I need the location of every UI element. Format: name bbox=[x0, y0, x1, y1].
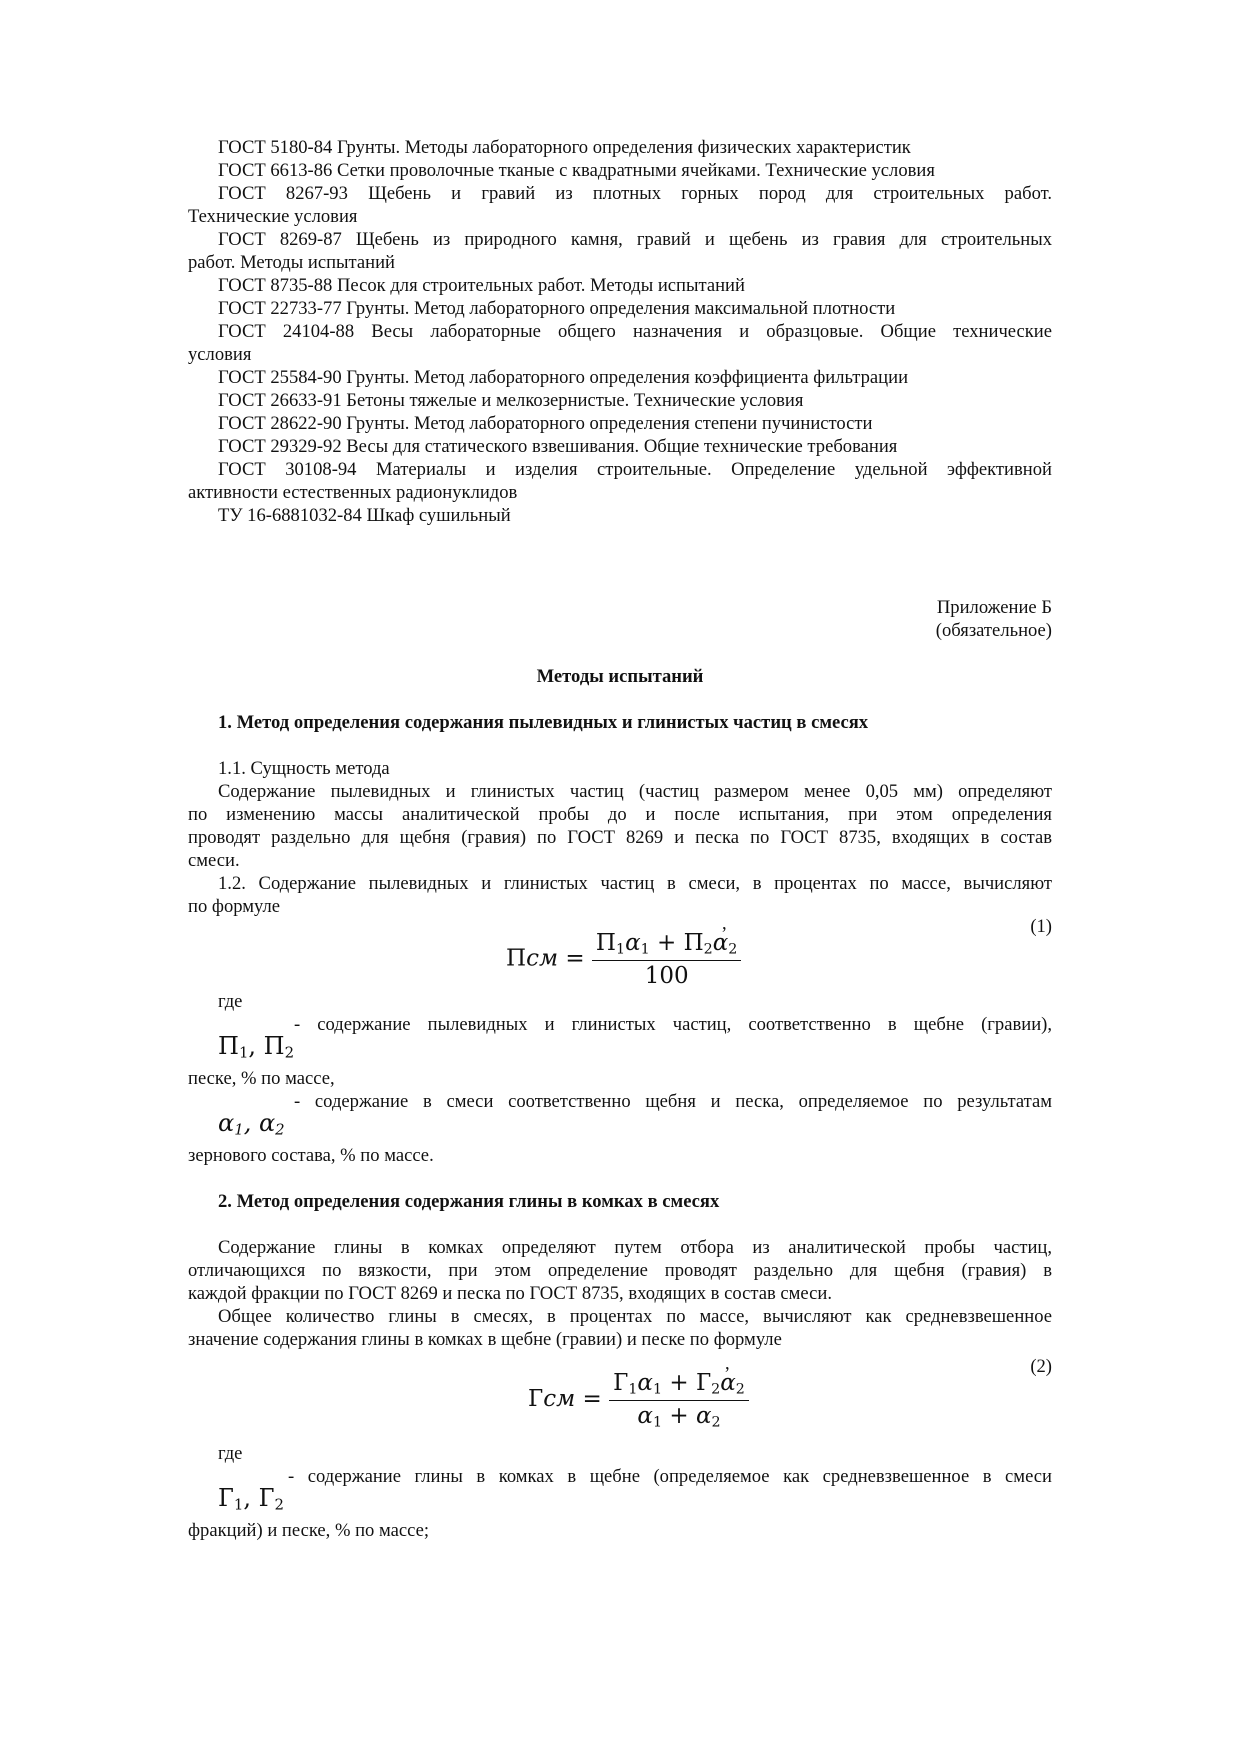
paragraph-line: значение содержания глины в комках в щебне (гравии) и песке по формуле bbox=[188, 1329, 782, 1350]
formula-lhs-subscript: см bbox=[543, 1386, 576, 1413]
denominator: 100 bbox=[644, 962, 689, 989]
definition-text: - содержание пылевидных и глинистых частиц, соответственно в щебне (гравии), bbox=[294, 1014, 1052, 1035]
formula-1 bbox=[506, 930, 741, 989]
appendix-subtitle: (обязательное) bbox=[935, 620, 1052, 641]
reference-item: ГОСТ 8735-88 Песок для строительных работ. Методы испытаний bbox=[218, 275, 745, 296]
reference-item: ГОСТ 29329-92 Весы для статического взвешивания. Общие технические требования bbox=[218, 436, 898, 457]
reference-item: ГОСТ 26633-91 Бетоны тяжелые и мелкозернистые. Технические условия bbox=[218, 390, 804, 411]
definition-symbol: $\alpha_1$, $\alpha_2$ bbox=[218, 1109, 285, 1139]
paragraph-line: отличающихся по вязкости, при этом определение проводят раздельно для щебня (гравия) в bbox=[188, 1260, 1052, 1281]
definition-symbol: $Г_1$, $Г_2$ bbox=[218, 1484, 284, 1514]
reference-item: ГОСТ 5180-84 Грунты. Методы лабораторного определения физических характеристик bbox=[218, 137, 911, 158]
paragraph-line: Содержание пылевидных и глинистых частиц (частиц размером менее 0,05 мм) определяют bbox=[218, 781, 1052, 802]
paragraph-line: по изменению массы аналитической пробы до и после испытания, при этом определения bbox=[188, 804, 1052, 825]
reference-item: ГОСТ 8269-87 Щебень из природного камня, гравий и щебень из гравия для строительных bbox=[218, 229, 1052, 250]
paragraph-line: проводят раздельно для щебня (гравия) по ГОСТ 8269 и песка по ГОСТ 8735, входящих в состав bbox=[188, 827, 1052, 848]
section-1-heading: 1. Метод определения содержания пылевидных и глинистых частиц в смесях bbox=[218, 712, 869, 733]
paragraph-line: по формуле bbox=[188, 896, 281, 917]
fraction bbox=[592, 930, 741, 989]
reference-item: ГОСТ 8267-93 Щебень и гравий из плотных горных пород для строительных работ. bbox=[218, 183, 1052, 204]
reference-item-continuation: условия bbox=[188, 344, 252, 365]
formula-number: (1) bbox=[1030, 916, 1052, 937]
reference-item-continuation: работ. Методы испытаний bbox=[188, 252, 395, 273]
reference-item-continuation: Технические условия bbox=[188, 206, 358, 227]
equals-sign: = bbox=[582, 1386, 602, 1413]
definition-continuation: зернового состава, % по массе. bbox=[188, 1145, 434, 1166]
formula-number: (2) bbox=[1030, 1356, 1052, 1377]
reference-item: ГОСТ 24104-88 Весы лабораторные общего назначения и образцовые. Общие технические bbox=[218, 321, 1052, 342]
paragraph-line: Содержание глины в комках определяют путем отбора из аналитической пробы частиц, bbox=[218, 1237, 1052, 1258]
where-label: где bbox=[218, 1443, 243, 1464]
definition-continuation: песке, % по массе, bbox=[188, 1068, 335, 1089]
fraction bbox=[609, 1370, 749, 1430]
paragraph-line: 1.2. Содержание пылевидных и глинистых частиц в смеси, в процентах по массе, вычисляют bbox=[218, 873, 1052, 894]
numerator: $П_1\alpha_1 + П_2\alpha_2$ bbox=[592, 930, 741, 961]
reference-item: ГОСТ 25584-90 Грунты. Метод лабораторного определения коэффициента фильтрации bbox=[218, 367, 909, 388]
subsection-1-1-heading: 1.1. Сущность метода bbox=[218, 758, 390, 779]
definition-text: - содержание глины в комках в щебне (определяемое как средневзвешенное в смеси bbox=[288, 1466, 1052, 1487]
numerator: $Г_1\alpha_1 + Г_2\alpha_2$ bbox=[609, 1370, 749, 1401]
reference-item-continuation: активности естественных радионуклидов bbox=[188, 482, 518, 503]
where-label: где bbox=[218, 991, 243, 1012]
page-title: Методы испытаний bbox=[536, 666, 704, 687]
reference-item: ГОСТ 6613-86 Сетки проволочные тканые с квадратными ячейками. Технические условия bbox=[218, 160, 935, 181]
formula-lhs: Г bbox=[528, 1386, 544, 1413]
paragraph-line: Общее количество глины в смесях, в процентах по массе, вычисляют как средневзвешенное bbox=[218, 1306, 1052, 1327]
paragraph-line: смеси. bbox=[188, 850, 240, 871]
equals-sign: = bbox=[565, 945, 585, 972]
reference-item: ГОСТ 28622-90 Грунты. Метод лабораторного определения степени пучинистости bbox=[218, 413, 873, 434]
definition-text: - содержание в смеси соответственно щебня и песка, определяемое по результатам bbox=[294, 1091, 1052, 1112]
formula-lhs-subscript: см bbox=[526, 945, 559, 972]
formula-lhs: П bbox=[506, 945, 527, 972]
definition-continuation: фракций) и песке, % по массе; bbox=[188, 1520, 430, 1541]
appendix-title: Приложение Б bbox=[936, 597, 1052, 618]
reference-item: ГОСТ 22733-77 Грунты. Метод лабораторного определения максимальной плотности bbox=[218, 298, 896, 319]
section-2-heading: 2. Метод определения содержания глины в комках в смесях bbox=[218, 1191, 720, 1212]
formula-comma: , bbox=[722, 913, 727, 934]
reference-item: ГОСТ 30108-94 Материалы и изделия строительные. Определение удельной эффективной bbox=[218, 459, 1052, 480]
reference-item: ТУ 16-6881032-84 Шкаф сушильный bbox=[218, 505, 511, 526]
formula-comma: , bbox=[725, 1353, 730, 1374]
paragraph-line: каждой фракции по ГОСТ 8269 и песка по ГОСТ 8735, входящих в состав смеси. bbox=[188, 1283, 832, 1304]
definition-symbol: $П_1$, $П_2$ bbox=[218, 1032, 295, 1062]
denominator: $\alpha_1 + \alpha_2$ bbox=[637, 1402, 721, 1431]
formula-2 bbox=[528, 1370, 749, 1430]
